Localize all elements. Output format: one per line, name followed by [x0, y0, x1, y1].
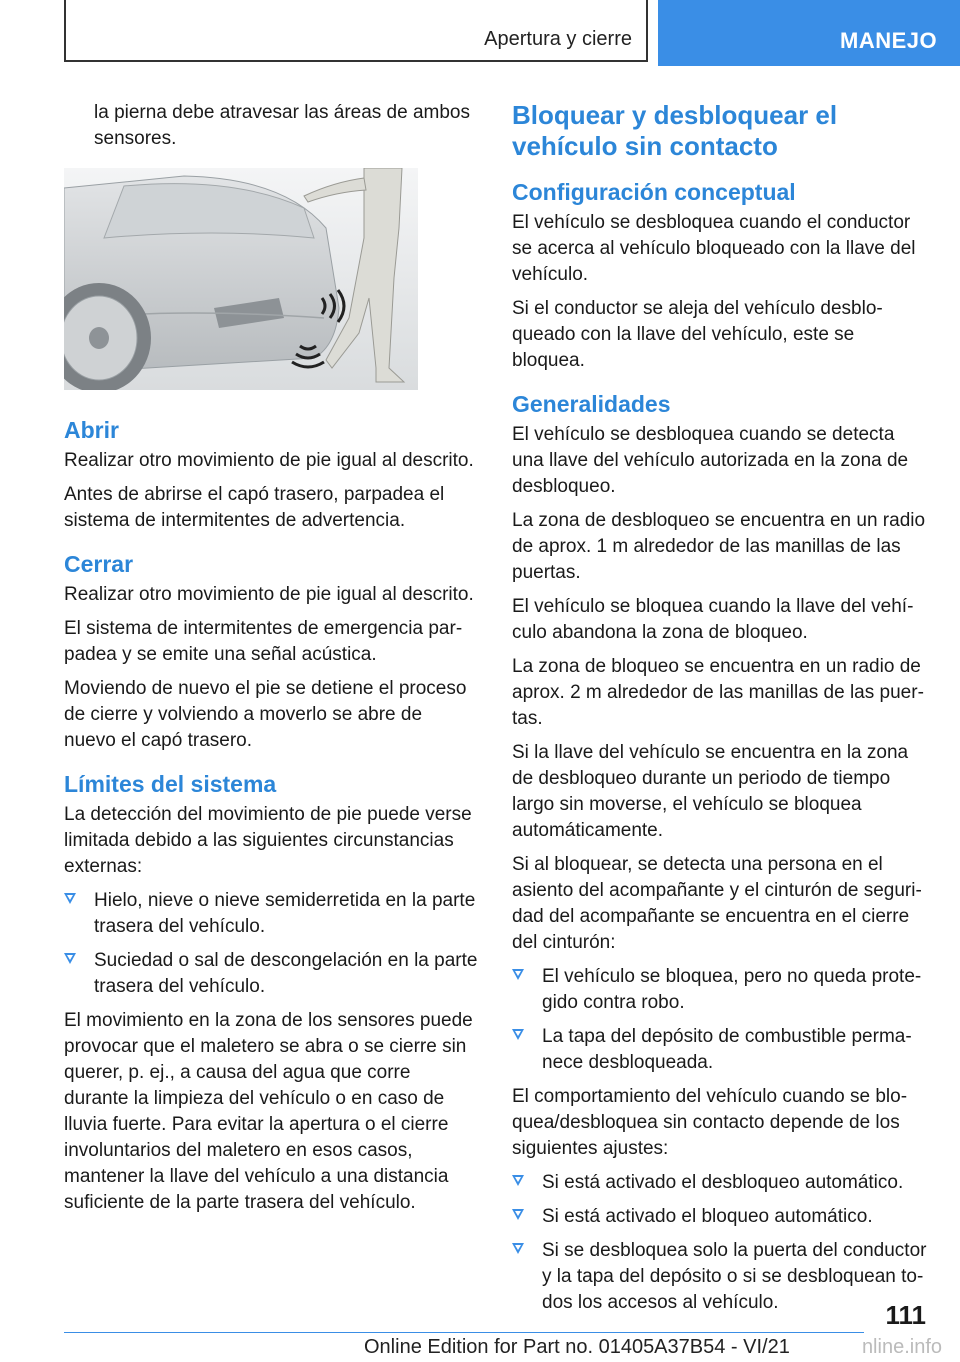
limites-p1: La detección del movimiento de pie puede verse limitada debido a las siguientes circunstancias externas: [64, 804, 472, 877]
general-list-1 [512, 964, 928, 1076]
watermark: nline.info [861, 1336, 942, 1358]
list-item: Hielo, nieve o nieve semiderretida en la parte trasera del vehículo. [64, 888, 478, 940]
cerrar-p2: El sistema de intermitentes de emergencia parpadea y se emite una señal acústica. [64, 618, 463, 665]
triangle-bullet-icon [512, 1175, 524, 1186]
list-item: Suciedad o sal de descongelación en la parte trasera del vehículo. [64, 948, 478, 1000]
page-header [0, 0, 960, 68]
concept-p2: Si el conductor se aleja del vehículo desbloqueado con la llave del vehículo, este se bloquea. [512, 298, 883, 371]
intro-text: la pierna debe atravesar las áreas de ambos sensores. [94, 102, 471, 149]
abrir-p1: Realizar otro movimiento de pie igual al descrito. [64, 450, 474, 471]
list-item: Si está activado el bloqueo automático. [512, 1204, 928, 1230]
list-item: La tapa del depósito de combustible permanece desbloqueada. [512, 1024, 928, 1076]
general-p4: La zona de bloqueo se encuentra en un radio de aprox. 2 m alrededor de las manillas de las puertas. [512, 656, 924, 729]
edition-text: Online Edition for Part no. 01405A37B54 - VI/21 [364, 1336, 790, 1358]
section-title-keyless: Bloquear y desbloquear el vehículo sin contacto [512, 100, 838, 161]
left-column [64, 100, 478, 1224]
heading-abrir: Abrir [64, 417, 119, 443]
cerrar-p1: Realizar otro movimiento de pie igual al descrito. [64, 584, 474, 605]
triangle-bullet-icon [64, 893, 76, 904]
list-item: El vehículo se bloquea, pero no queda protegido contra robo. [512, 964, 928, 1016]
cerrar-p3: Moviendo de nuevo el pie se detiene el proceso de cierre y volviendo a moverlo se abre de nuevo el capó trasero. [64, 678, 467, 751]
triangle-bullet-icon [512, 1243, 524, 1254]
heading-limites: Límites del sistema [64, 771, 277, 797]
triangle-bullet-icon [512, 1209, 524, 1220]
limites-p2: El movimiento en la zona de los sensores puede provocar que el maletero se abra o se cierre sin querer, p. ej., a causa del agua que corre durante la limpieza del vehículo o en caso de lluvia fuerte. Para evitar la apertura o el cierre involuntarios del maletero en esos casos, mantener la llave del vehículo a una distancia suficiente de la parte trasera del vehículo. [64, 1010, 473, 1213]
triangle-bullet-icon [512, 969, 524, 980]
general-p2: La zona de desbloqueo se encuentra en un radio de aprox. 1 m alrededor de las manillas de las puertas. [512, 510, 926, 583]
triangle-bullet-icon [512, 1029, 524, 1040]
concept-p1: El vehículo se desbloquea cuando el conductor se acerca al vehículo bloqueado con la llave del vehículo. [512, 212, 916, 285]
footer-rule [64, 1332, 864, 1333]
heading-generalidades: Generalidades [512, 391, 671, 417]
general-p5: Si la llave del vehículo se encuentra en la zona de desbloqueo durante un periodo de tiempo largo sin moverse, el vehículo se bloquea automáticamente. [512, 742, 909, 841]
heading-config: Configuración conceptual [512, 179, 796, 205]
abrir-p2: Antes de abrirse el capó trasero, parpadea el sistema de intermitentes de advertencia. [64, 484, 445, 531]
general-p1: El vehículo se desbloquea cuando se detecta una llave del vehículo autorizada en la zona de desbloqueo. [512, 424, 909, 497]
heading-cerrar: Cerrar [64, 551, 134, 577]
right-column [512, 100, 928, 1324]
page-number: 111 [885, 1300, 926, 1330]
general-list-2 [512, 1170, 928, 1316]
limites-list [64, 888, 478, 1000]
general-p7: El comportamiento del vehículo cuando se bloquea/desbloquea sin contacto depende de los siguientes ajustes: [512, 1086, 908, 1159]
list-item: Si está activado el desbloqueo automático. [512, 1170, 928, 1196]
general-p6: Si al bloquear, se detecta una persona en el asiento del acompañante y el cinturón de seguridad del acompañante se encuentra en el cierre del cinturón: [512, 854, 922, 953]
general-p3: El vehículo se bloquea cuando la llave del vehículo abandona la zona de bloqueo. [512, 596, 914, 643]
section-title: Apertura y cierre [484, 28, 632, 50]
chapter-tab: MANEJO [658, 0, 960, 66]
tailgate-foot-sensor-illustration [64, 168, 418, 390]
list-item: Si se desbloquea solo la puerta del conductor y la tapa del depósito o si se desbloquean todos los accesos al vehículo. [512, 1238, 928, 1316]
header-section-box [64, 0, 648, 62]
triangle-bullet-icon [64, 953, 76, 964]
